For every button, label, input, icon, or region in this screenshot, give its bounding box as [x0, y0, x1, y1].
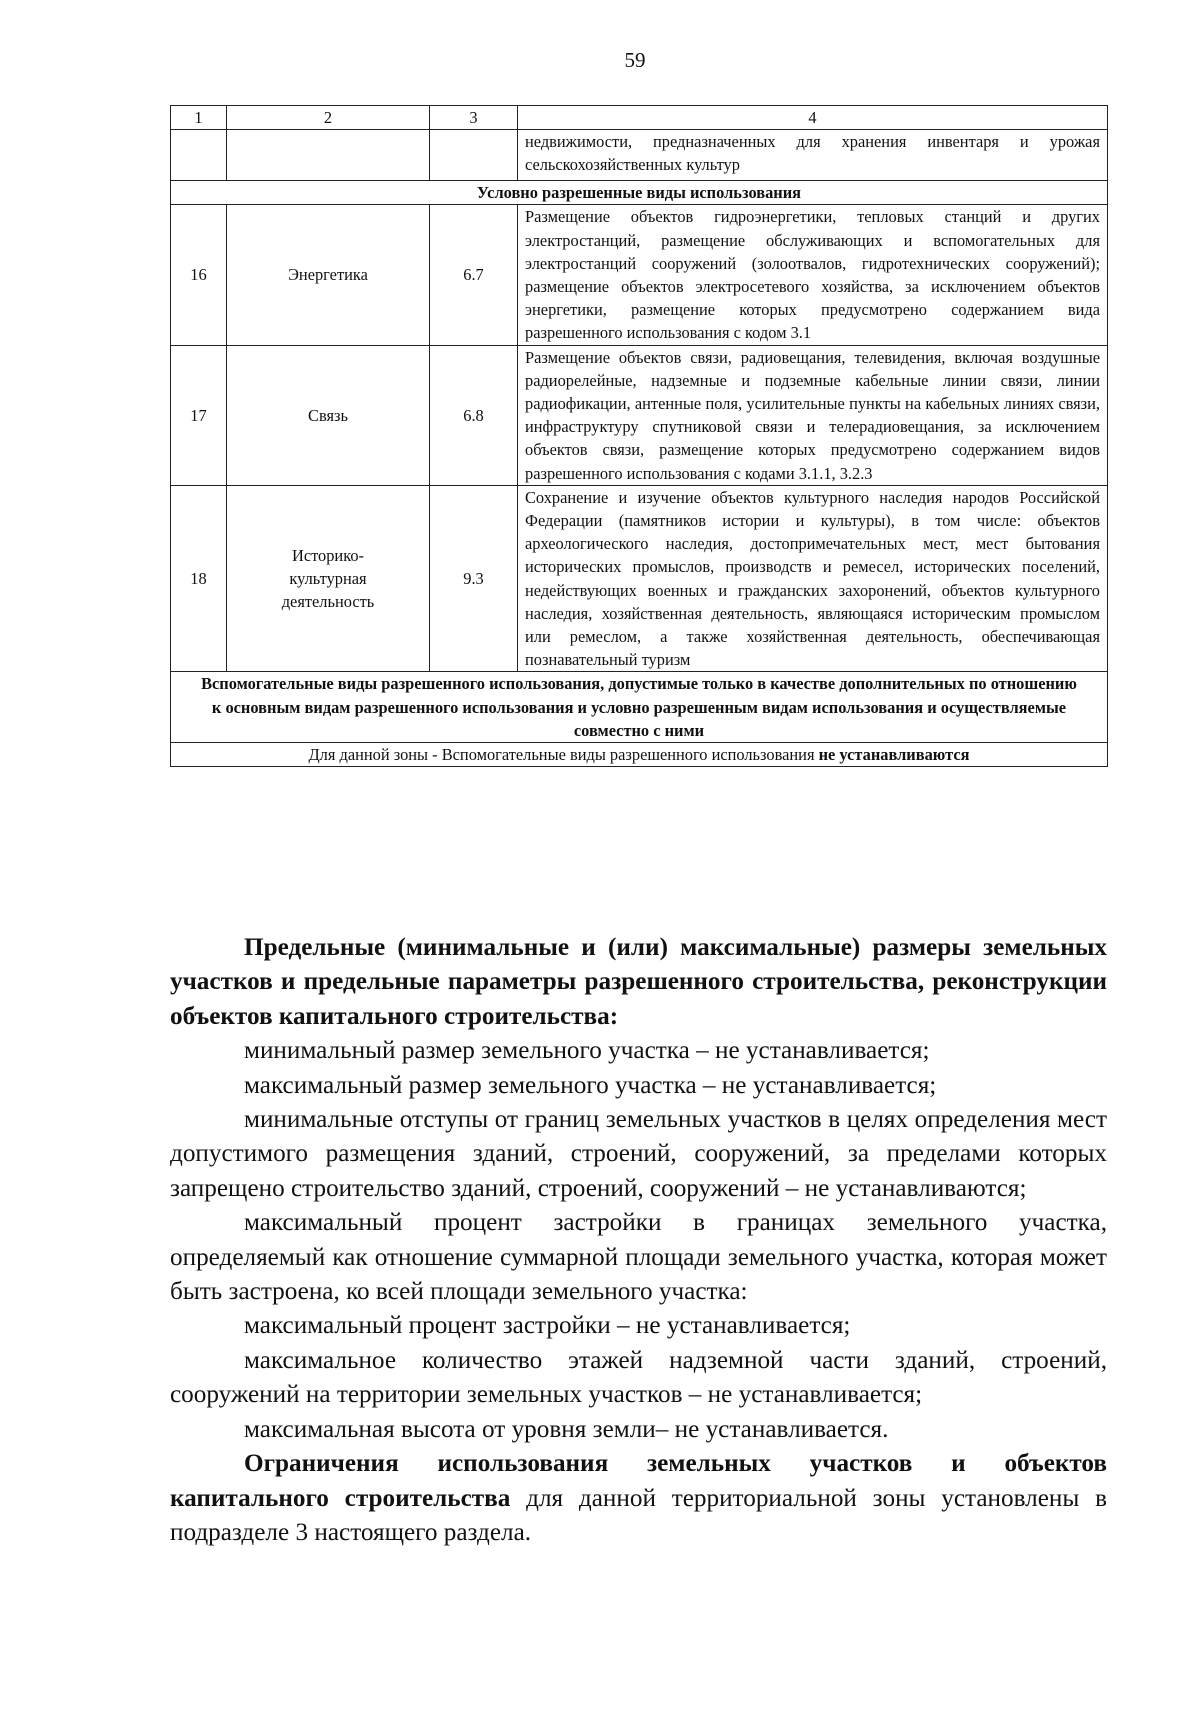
continuation-text: недвижимости, предназначенных для хранения инвентаря и урожая сельскохозяйственных культур — [518, 130, 1108, 181]
page-number: 59 — [624, 48, 646, 72]
body-text — [170, 931, 1107, 1550]
paragraph: максимальное количество этажей надземной части зданий, строений, сооружений на территории земельных участков – не устанавливается; — [170, 1346, 1107, 1409]
column-header: 2 — [227, 106, 430, 130]
restriction-rest: для данной территориальной зоны установлены в подразделе 3 настоящего раздела. — [170, 1484, 1107, 1546]
empty-cell — [171, 130, 227, 181]
footer-prefix: Для данной зоны - Вспомогательные виды разрешенного использования — [308, 745, 819, 765]
use-description: Сохранение и изучение объектов культурного наследия народов Российской Федерации (памятников истории и культуры), в том числе: объектов археологического наследия, достопримечательных мест, мест бытования исторических промыслов, производств и ремесел, исторических поселений, недействующих военных и гражданских захоронений, объектов культурного наследия, хозяйственная деятельность, являющаяся историческим промыслом или ремеслом, а также хозяйственная деятельность, обеспечивающая познавательный туризм — [518, 485, 1108, 672]
footer-row — [171, 743, 1108, 767]
table-row — [171, 345, 1108, 485]
column-header: 4 — [518, 106, 1108, 130]
use-name-line: деятельность — [281, 592, 375, 612]
empty-cell — [430, 130, 518, 181]
table-row — [171, 485, 1108, 672]
footer-note — [171, 743, 1108, 767]
section-row — [171, 672, 1108, 743]
paragraph: минимальный размер земельного участка – не устанавливается; — [244, 1037, 930, 1065]
use-name: Энергетика — [227, 205, 430, 345]
use-description: Размещение объектов связи, радиовещания, телевидения, включая воздушные радиорелейные, надземные и подземные кабельные линии связи, линии радиофикации, антенные поля, усилительные пункты на кабельных линиях связи, инфраструктуру спутниковой связи и телерадиовещания, за исключением объектов связи, размещение которых предусмотрено содержанием видов разрешенного использования с кодами 3.1.1, 3.2.3 — [518, 345, 1108, 485]
section-row — [171, 181, 1108, 205]
paragraph: максимальный процент застройки в границах земельного участка, определяемый как отношение суммарной площади земельного участка, которая может быть застроена, ко всей площади земельного участка: — [170, 1209, 1107, 1306]
table-row — [171, 205, 1108, 345]
section-conditional-title: Условно разрешенные виды использования — [171, 181, 1108, 205]
paragraph: максимальная высота от уровня земли– не устанавливается. — [244, 1415, 889, 1443]
use-name-line: культурная — [289, 569, 367, 589]
use-name-line: Историко- — [291, 545, 364, 565]
use-name — [227, 485, 430, 672]
footer-bold: не устанавливаются — [818, 745, 970, 765]
row-number: 18 — [171, 485, 227, 672]
use-code: 9.3 — [430, 485, 518, 672]
row-number: 16 — [171, 205, 227, 345]
empty-cell — [227, 130, 430, 181]
land-use-table — [170, 105, 1108, 767]
use-code: 6.7 — [430, 205, 518, 345]
column-header: 1 — [171, 106, 227, 130]
column-header: 3 — [430, 106, 518, 130]
row-number: 17 — [171, 345, 227, 485]
use-description: Размещение объектов гидроэнергетики, тепловых станций и других электростанций, размещение обслуживающих и вспомогательных для электростанций сооружений (золоотвалов, гидротехнических сооружений); размещение объектов электросетевого хозяйства, за исключением объектов энергетики, размещение которых предусмотрено содержанием вида разрешенного использования с кодом 3.1 — [518, 205, 1108, 345]
use-name: Связь — [227, 345, 430, 485]
paragraph: максимальный размер земельного участка – не устанавливается; — [244, 1071, 937, 1099]
restriction-bold: Ограничения использования земельных участков и объектов капитального строительства — [170, 1450, 1107, 1512]
paragraph: максимальный процент застройки – не устанавливается; — [244, 1312, 851, 1340]
restriction-paragraph — [170, 1447, 1107, 1550]
section-auxiliary-title: Вспомогательные виды разрешенного использования, допустимые только в качестве дополнительных по отношению к основным видам разрешенного использования и условно разрешенным видам использования и осуществляемые совместно с ними — [171, 672, 1108, 743]
paragraph: минимальные отступы от границ земельных участков в целях определения мест допустимого размещения зданий, строений, сооружений, за пределами которых запрещено строительство зданий, строений, сооружений – не устанавливаются; — [170, 1106, 1107, 1202]
section-heading: Предельные (минимальные и (или) максимальные) размеры земельных участков и предельные параметры разрешенного строительства, реконструкции объектов капитального строительства: — [170, 934, 1107, 1030]
use-code: 6.8 — [430, 345, 518, 485]
table-row — [171, 130, 1108, 181]
table-header-row — [171, 106, 1108, 130]
